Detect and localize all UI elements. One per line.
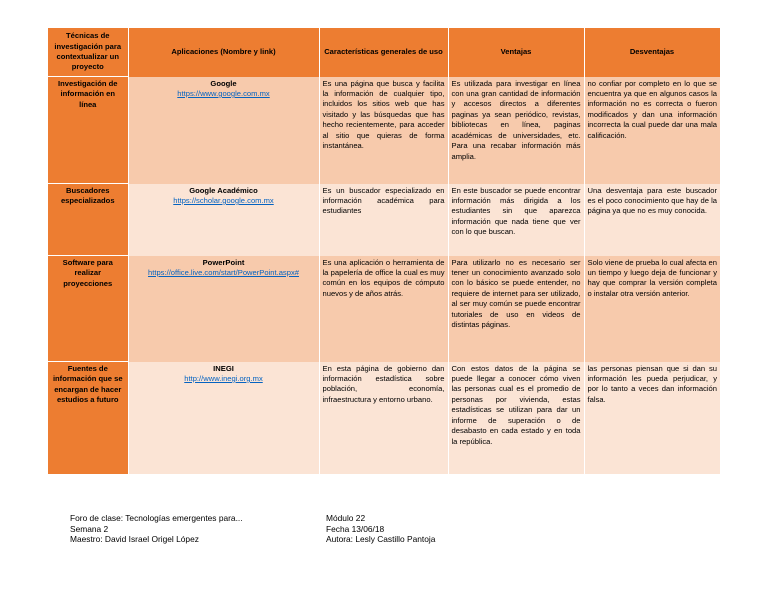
disadvantages-cell: Una desventaja para este buscador es el poco conocimiento que hay de la página ya que no es muy conocida. <box>584 184 720 256</box>
characteristics-cell: En esta página de gobierno dan información estadística sobre población, economía, infraestructura y entorno urbano. <box>319 362 448 474</box>
advantages-cell: Con estos datos de la página se puede llegar a conocer cómo viven las personas cual es el promedio de personas por vivienda, estas estadísticas se utilizan para dar un informe de superación o de desabasto en cada estado y en toda la república. <box>448 362 584 474</box>
footer-right <box>326 513 435 545</box>
header-advantages: Ventajas <box>448 28 584 77</box>
table-row <box>48 362 720 474</box>
footer-week: Semana 2 <box>70 523 109 534</box>
application-cell <box>128 184 319 256</box>
footer-author: Autora: Lesly Castillo Pantoja <box>326 534 436 544</box>
technique-cell: Investigación de información en línea <box>48 77 128 184</box>
application-name: PowerPoint <box>202 257 245 267</box>
application-name: INEGI <box>213 363 234 373</box>
header-technique: Técnicas de investigación para contextualizar un proyecto <box>48 28 128 77</box>
characteristics-cell: Es una aplicación o herramienta de la papelería de office la cual es muy común en los equipos de cómputo nuevos y de años atrás. <box>319 256 448 362</box>
advantages-cell: En este buscador se puede encontrar información más dirigida a los estudiantes sin que aparezca información que nada tiene que ver con lo que buscan. <box>448 184 584 256</box>
characteristics-cell: Es un buscador especializado en información académica para estudiantes <box>319 184 448 256</box>
application-link[interactable]: https://office.live.com/start/PowerPoint.aspx# <box>148 267 299 277</box>
application-cell <box>128 77 319 184</box>
application-cell <box>128 362 319 474</box>
footer-date: Fecha 13/06/18 <box>326 523 385 534</box>
application-cell <box>128 256 319 362</box>
advantages-cell: Para utilizarlo no es necesario ser tener un conocimiento avanzado solo con lo básico se puede entender, no requiere de internet para ser utilizado, al ser muy común se puede encontrar tutoriales de uso en videos de distintas páginas. <box>448 256 584 362</box>
footer-forum: Foro de clase: Tecnologías emergentes para... <box>70 513 243 523</box>
table-row <box>48 77 720 184</box>
technique-cell: Fuentes de información que se encargan de hacer estudios a futuro <box>48 362 128 474</box>
research-techniques-table <box>48 28 721 474</box>
application-link[interactable]: http://www.inegi.org.mx <box>184 373 263 383</box>
footer-teacher: Maestro: David Israel Origel López <box>70 534 199 544</box>
disadvantages-cell: no confiar por completo en lo que se encuentra ya que en algunos casos la información no es correcta o fueron modificados y dan una información incorrecta la cual puede dar una mala calificación. <box>584 77 720 184</box>
application-link[interactable]: https://www.google.com.mx <box>177 88 270 98</box>
header-characteristics: Características generales de uso <box>319 28 448 77</box>
footer-module: Módulo 22 <box>326 513 366 523</box>
table-row <box>48 256 720 362</box>
technique-cell: Buscadores especializados <box>48 184 128 256</box>
technique-cell: Software para realizar proyecciones <box>48 256 128 362</box>
characteristics-cell: Es una página que busca y facilita la información de cualquier tipo, incluidos los sitios web que has visitado y las búsquedas que has hecho recientemente, para acceder al sitio que quieras de forma instantánea. <box>319 77 448 184</box>
footer-left <box>70 513 243 545</box>
table-row <box>48 184 720 256</box>
application-name: Google <box>210 78 237 88</box>
header-disadvantages: Desventajas <box>584 28 720 77</box>
application-link[interactable]: https://scholar.google.com.mx <box>173 195 274 205</box>
header-application: Aplicaciones (Nombre y link) <box>128 28 319 77</box>
disadvantages-cell: las personas piensan que si dan su información les pueda perjudicar, y por lo tanto a veces dan información falsa. <box>584 362 720 474</box>
disadvantages-cell: Solo viene de prueba lo cual afecta en un tiempo y luego deja de funcionar y hay que comprar la versión completa o instalar otra versión anterior. <box>584 256 720 362</box>
advantages-cell: Es utilizada para investigar en línea con una gran cantidad de información y accesos directos a diferentes paginas ya sean periódico, revistas, bibliotecas en línea, paginas académicas de universidades, etc. Para una recabar información más amplia. <box>448 77 584 184</box>
application-name: Google Académico <box>189 185 258 195</box>
table-header-row <box>48 28 720 77</box>
